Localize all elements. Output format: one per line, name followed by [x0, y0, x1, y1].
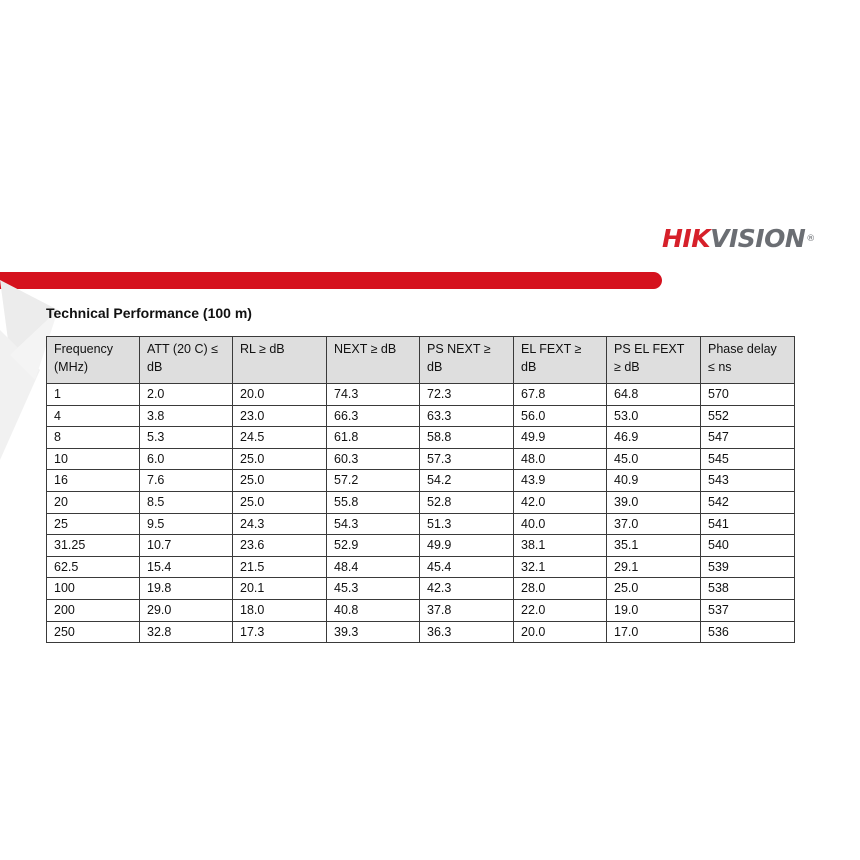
table-cell: 22.0 — [514, 599, 607, 621]
table-cell: 63.3 — [420, 405, 514, 427]
column-header: EL FEXT ≥ dB — [514, 337, 607, 384]
header-band — [0, 272, 662, 289]
table-cell: 17.3 — [233, 621, 327, 643]
table-cell: 37.8 — [420, 599, 514, 621]
table-cell: 40.0 — [514, 513, 607, 535]
table-cell: 24.3 — [233, 513, 327, 535]
table-cell: 570 — [701, 384, 795, 406]
table-cell: 40.8 — [327, 599, 420, 621]
performance-table — [46, 336, 795, 643]
table-cell: 6.0 — [140, 448, 233, 470]
table-cell: 17.0 — [607, 621, 701, 643]
table-row — [47, 405, 795, 427]
table-cell: 62.5 — [47, 556, 140, 578]
logo-text-grey: VISION — [710, 224, 806, 253]
table-cell: 20 — [47, 491, 140, 513]
table-cell: 536 — [701, 621, 795, 643]
table-cell: 9.5 — [140, 513, 233, 535]
column-header: PS NEXT ≥ dB — [420, 337, 514, 384]
table-row — [47, 535, 795, 557]
table-cell: 19.8 — [140, 578, 233, 600]
table-cell: 45.0 — [607, 448, 701, 470]
column-header: RL ≥ dB — [233, 337, 327, 384]
table-row — [47, 513, 795, 535]
column-header: Frequency (MHz) — [47, 337, 140, 384]
table-cell: 64.8 — [607, 384, 701, 406]
table-cell: 545 — [701, 448, 795, 470]
table-cell: 21.5 — [233, 556, 327, 578]
table-row — [47, 427, 795, 449]
table-cell: 20.0 — [233, 384, 327, 406]
table-cell: 18.0 — [233, 599, 327, 621]
table-cell: 8 — [47, 427, 140, 449]
table-cell: 23.0 — [233, 405, 327, 427]
registered-mark: ® — [806, 234, 815, 244]
table-row — [47, 621, 795, 643]
table-cell: 25.0 — [233, 491, 327, 513]
table-cell: 39.0 — [607, 491, 701, 513]
table-cell: 52.8 — [420, 491, 514, 513]
table-cell: 60.3 — [327, 448, 420, 470]
table-row — [47, 556, 795, 578]
brand-logo — [662, 222, 815, 256]
table-cell: 57.3 — [420, 448, 514, 470]
table-row — [47, 599, 795, 621]
table-cell: 100 — [47, 578, 140, 600]
table-row — [47, 491, 795, 513]
table-cell: 45.4 — [420, 556, 514, 578]
table-cell: 8.5 — [140, 491, 233, 513]
column-header: PS EL FEXT ≥ dB — [607, 337, 701, 384]
table-row — [47, 470, 795, 492]
table-cell: 61.8 — [327, 427, 420, 449]
table-cell: 25.0 — [607, 578, 701, 600]
table-cell: 10.7 — [140, 535, 233, 557]
table-cell: 66.3 — [327, 405, 420, 427]
table-cell: 24.5 — [233, 427, 327, 449]
table-cell: 67.8 — [514, 384, 607, 406]
table-cell: 29.0 — [140, 599, 233, 621]
table-cell: 537 — [701, 599, 795, 621]
table-cell: 32.1 — [514, 556, 607, 578]
column-header: Phase delay ≤ ns — [701, 337, 795, 384]
table-cell: 35.1 — [607, 535, 701, 557]
table-cell: 40.9 — [607, 470, 701, 492]
table-cell: 28.0 — [514, 578, 607, 600]
table-cell: 25.0 — [233, 470, 327, 492]
table-cell: 49.9 — [420, 535, 514, 557]
table-cell: 48.4 — [327, 556, 420, 578]
table-cell: 37.0 — [607, 513, 701, 535]
column-header: NEXT ≥ dB — [327, 337, 420, 384]
table-cell: 32.8 — [140, 621, 233, 643]
table-cell: 52.9 — [327, 535, 420, 557]
table-cell: 552 — [701, 405, 795, 427]
table-cell: 45.3 — [327, 578, 420, 600]
table-cell: 547 — [701, 427, 795, 449]
table-cell: 43.9 — [514, 470, 607, 492]
table-cell: 3.8 — [140, 405, 233, 427]
table-cell: 25 — [47, 513, 140, 535]
column-header: ATT (20 C) ≤ dB — [140, 337, 233, 384]
table-cell: 19.0 — [607, 599, 701, 621]
table-cell: 31.25 — [47, 535, 140, 557]
table-row — [47, 578, 795, 600]
table-cell: 39.3 — [327, 621, 420, 643]
table-cell: 48.0 — [514, 448, 607, 470]
table-cell: 53.0 — [607, 405, 701, 427]
table-cell: 25.0 — [233, 448, 327, 470]
table-cell: 36.3 — [420, 621, 514, 643]
table-cell: 5.3 — [140, 427, 233, 449]
table-cell: 200 — [47, 599, 140, 621]
table-cell: 16 — [47, 470, 140, 492]
table-cell: 57.2 — [327, 470, 420, 492]
table-cell: 1 — [47, 384, 140, 406]
table-cell: 72.3 — [420, 384, 514, 406]
table-row — [47, 448, 795, 470]
table-cell: 538 — [701, 578, 795, 600]
table-cell: 55.8 — [327, 491, 420, 513]
table-cell: 74.3 — [327, 384, 420, 406]
table-row — [47, 384, 795, 406]
table-cell: 540 — [701, 535, 795, 557]
table-cell: 42.3 — [420, 578, 514, 600]
table-cell: 541 — [701, 513, 795, 535]
table-cell: 56.0 — [514, 405, 607, 427]
table-cell: 7.6 — [140, 470, 233, 492]
table-cell: 539 — [701, 556, 795, 578]
table-cell: 46.9 — [607, 427, 701, 449]
table-cell: 58.8 — [420, 427, 514, 449]
table-cell: 20.1 — [233, 578, 327, 600]
table-cell: 10 — [47, 448, 140, 470]
table-cell: 4 — [47, 405, 140, 427]
table-cell: 49.9 — [514, 427, 607, 449]
table-cell: 51.3 — [420, 513, 514, 535]
table-cell: 42.0 — [514, 491, 607, 513]
section-title: Technical Performance (100 m) — [46, 305, 252, 321]
table-cell: 543 — [701, 470, 795, 492]
table-cell: 20.0 — [514, 621, 607, 643]
table-cell: 29.1 — [607, 556, 701, 578]
table-header-row — [47, 337, 795, 384]
table-cell: 15.4 — [140, 556, 233, 578]
logo-text-red: HIK — [662, 224, 711, 253]
table-cell: 54.3 — [327, 513, 420, 535]
table-cell: 250 — [47, 621, 140, 643]
table-cell: 23.6 — [233, 535, 327, 557]
table-cell: 54.2 — [420, 470, 514, 492]
table-cell: 38.1 — [514, 535, 607, 557]
table-cell: 542 — [701, 491, 795, 513]
table-cell: 2.0 — [140, 384, 233, 406]
